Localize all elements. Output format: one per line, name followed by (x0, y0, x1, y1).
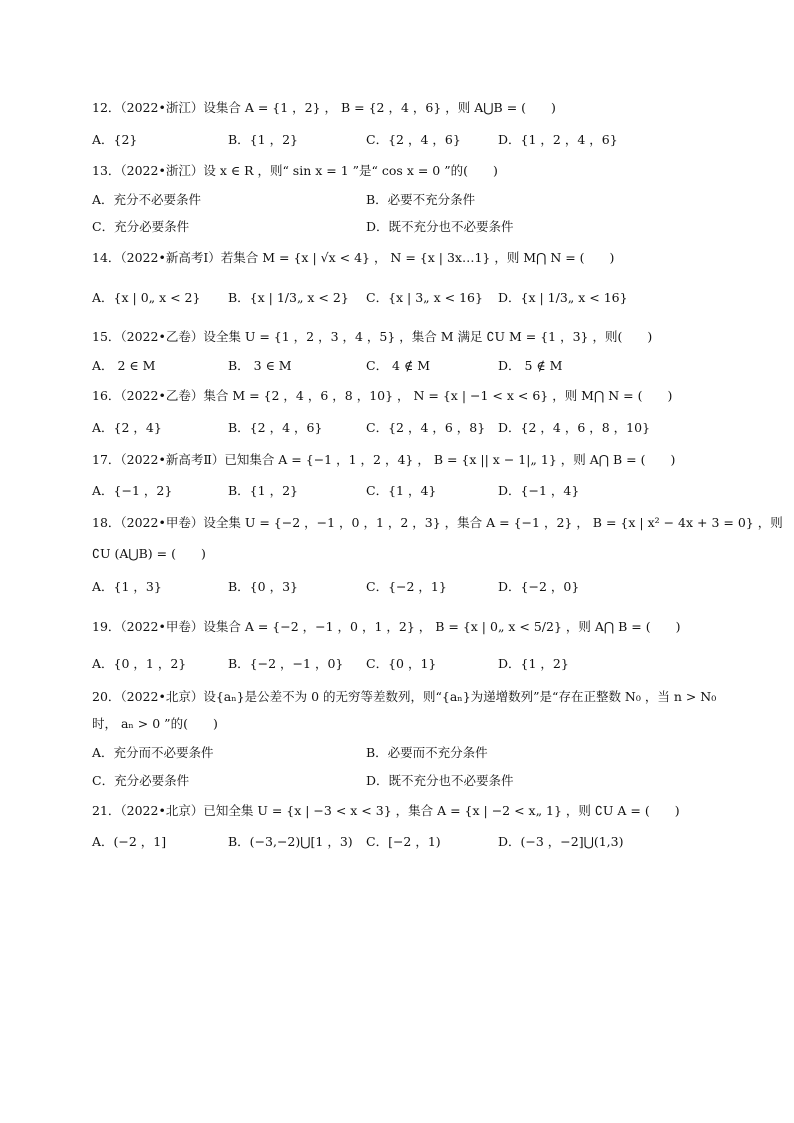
question-13-option-a: A．充分不必要条件 (92, 192, 202, 207)
question-17-option-d: D．{−1 ，4} (498, 483, 580, 498)
question-20-option-b: B．必要而不充分条件 (366, 745, 488, 760)
question-14-option-c: C．{x | 3„ x < 16} (366, 290, 483, 305)
question-21-option-b: B．(−3,−2)⋃[1 ，3) (228, 834, 353, 849)
question-13-option-c: C．充分必要条件 (92, 219, 190, 234)
question-20-option-c: C．充分必要条件 (92, 773, 190, 788)
question-15-option-d: D． 5 ∉ M (498, 358, 563, 373)
question-19-option-c: C．{0 ，1} (366, 656, 437, 671)
question-15-option-b: B． 3 ∈ M (228, 358, 292, 373)
question-13-option-b: B．必要不充分条件 (366, 192, 476, 207)
question-17-option-b: B．{1 ，2} (228, 483, 298, 498)
question-16-option-b: B．{2 ，4 ，6} (228, 420, 323, 435)
question-20-stem-continued: 时， aₙ > 0 ”的( ) (92, 716, 218, 731)
question-18-option-a: A．{1 ，3} (92, 579, 162, 594)
question-17-option-c: C．{1 ，4} (366, 483, 437, 498)
question-16-option-d: D．{2 ，4 ，6 ，8 ，10} (498, 420, 651, 435)
question-20-option-a: A．充分而不必要条件 (92, 745, 214, 760)
question-21-option-c: C．[−2 ，1) (366, 834, 441, 849)
question-16-option-c: C．{2 ，4 ，6 ，8} (366, 420, 486, 435)
question-18-option-d: D．{−2 ，0} (498, 579, 580, 594)
question-21-option-a: A．(−2 ，1] (92, 834, 167, 849)
question-18-stem: 18．（2022•甲卷）设全集 U = {−2 ，−1 ，0 ，1 ，2 ，3} ，集合 A = {−1 ，2} ， B = {x | x² − 4x + 3 = 0} ，则 (92, 515, 783, 530)
question-20-stem: 20．（2022•北京）设{aₙ}是公差不为 0 的无穷等差数列，则“{aₙ}为递增数列”是“存在正整数 N₀ ，当 n > N₀ (92, 689, 717, 704)
question-20-option-d: D．既不充分也不必要条件 (366, 773, 514, 788)
question-18-option-c: C．{−2 ，1} (366, 579, 447, 594)
question-14-option-d: D．{x | 1/3„ x < 16} (498, 290, 628, 305)
question-14-stem: 14．（2022•新高考Ⅰ）若集合 M = {x | √x < 4} ， N = {x | 3x…1} ，则 M⋂ N = ( ) (92, 250, 615, 265)
question-17-option-a: A．{−1 ，2} (92, 483, 173, 498)
question-15-option-c: C． 4 ∉ M (366, 358, 430, 373)
question-19-option-a: A．{0 ，1 ，2} (92, 656, 187, 671)
question-15-stem: 15．（2022•乙卷）设全集 U = {1 ，2 ，3 ，4 ，5} ，集合 M 满足 ∁U M = {1 ，3} ，则( ) (92, 329, 653, 344)
question-14-option-a: A．{x | 0„ x < 2} (92, 290, 201, 305)
question-12-option-a: A．{2} (92, 132, 138, 147)
question-13-option-d: D．既不充分也不必要条件 (366, 219, 514, 234)
question-19-option-d: D．{1 ，2} (498, 656, 569, 671)
question-18-option-b: B．{0 ，3} (228, 579, 298, 594)
question-21-stem: 21．（2022•北京）已知全集 U = {x | −3 < x < 3} ，集合 A = {x | −2 < x„ 1} ，则 ∁U A = ( ) (92, 803, 680, 818)
question-12-option-b: B．{1 ，2} (228, 132, 298, 147)
question-18-stem-continued: ∁U (A⋃B) = ( ) (92, 546, 206, 561)
question-12-stem: 12．（2022•浙江）设集合 A = {1 ，2} ， B = {2 ，4 ，6} ，则 A⋃B = ( ) (92, 100, 556, 115)
question-16-option-a: A．{2 ，4} (92, 420, 162, 435)
question-21-option-d: D．(−3 ，−2]⋃(1,3) (498, 834, 624, 849)
question-15-option-a: A． 2 ∈ M (92, 358, 156, 373)
question-19-stem: 19．（2022•甲卷）设集合 A = {−2 ，−1 ，0 ，1 ，2} ， B = {x | 0„ x < 5/2} ，则 A⋂ B = ( ) (92, 619, 681, 634)
question-12-option-c: C．{2 ，4 ，6} (366, 132, 461, 147)
question-13-stem: 13．（2022•浙江）设 x ∈ R ，则“ sin x = 1 ”是“ cos x = 0 ”的( ) (92, 163, 498, 178)
question-19-option-b: B．{−2 ，−1 ，0} (228, 656, 344, 671)
question-17-stem: 17．（2022•新高考Ⅱ）已知集合 A = {−1 ，1 ，2 ，4} ， B = {x || x − 1|„ 1} ，则 A⋂ B = ( ) (92, 452, 676, 467)
question-16-stem: 16．（2022•乙卷）集合 M = {2 ，4 ，6 ，8 ，10} ， N = {x | −1 < x < 6} ，则 M⋂ N = ( ) (92, 388, 673, 403)
question-14-option-b: B．{x | 1/3„ x < 2} (228, 290, 349, 305)
question-12-option-d: D．{1 ，2 ，4 ，6} (498, 132, 618, 147)
